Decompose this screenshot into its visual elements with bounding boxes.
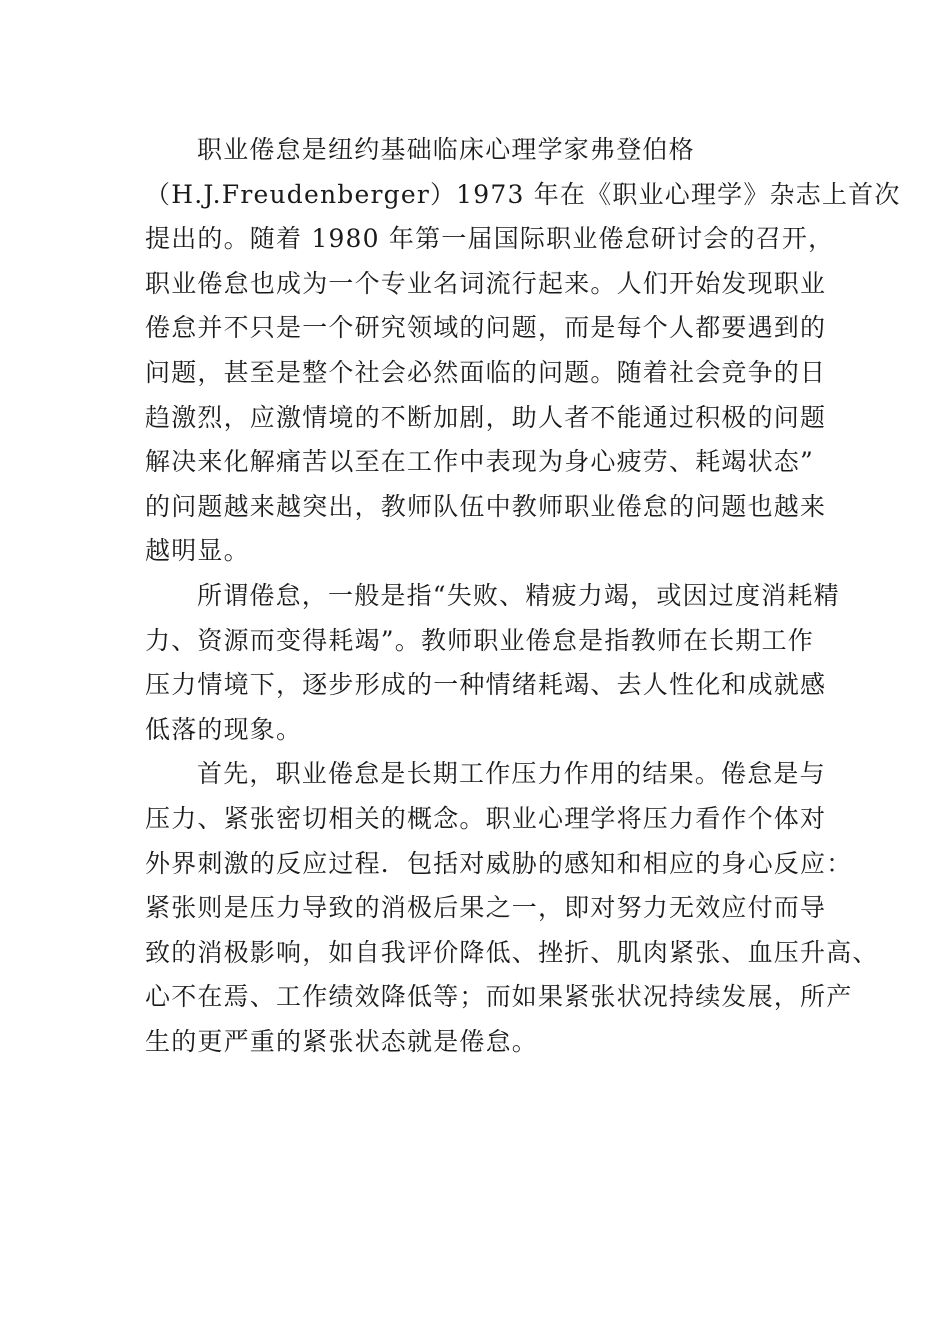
paragraph-3 [145, 752, 879, 1064]
text-line: 致的消极影响，如自我评价降低、挫折、肌肉紧张、血压升高、 [145, 937, 879, 967]
text-line: 心不在焉、工作绩效降低等；而如果紧张状况持续发展，所产 [145, 982, 853, 1012]
text-line: （H.J.Freudenberger）1973 年在《职业心理学》杂志上首次 [145, 179, 901, 209]
text-line: 职业倦怠也成为一个专业名词流行起来。人们开始发现职业 [145, 268, 827, 298]
paragraph-1 [145, 128, 901, 574]
text-line: 倦怠并不只是一个研究领域的问题，而是每个人都要遇到的 [145, 313, 827, 343]
text-line: 趋激烈，应激情境的不断加剧，助人者不能通过积极的问题 [145, 402, 827, 432]
text-line: 越明显。 [145, 536, 250, 566]
text-line: 提出的。随着 1980 年第一届国际职业倦怠研讨会的召开， [145, 224, 835, 254]
text-line: 力、资源而变得耗竭”。教师职业倦怠是指教师在长期工作 [145, 625, 814, 655]
text-line: 紧张则是压力导致的消极后果之一，即对努力无效应付而导 [145, 893, 827, 923]
text-line: 压力、紧张密切相关的概念。职业心理学将压力看作个体对 [145, 803, 827, 833]
text-line: 外界刺激的反应过程．包括对威胁的感知和相应的身心反应： [145, 848, 853, 878]
text-line: 的问题越来越突出，教师队伍中教师职业倦怠的问题也越来 [145, 491, 827, 521]
text-line: 生的更严重的紧张状态就是倦怠。 [145, 1026, 539, 1056]
text-line: 解决来化解痛苦以至在工作中表现为身心疲劳、耗竭状态” [145, 447, 814, 477]
text-line: 低落的现象。 [145, 714, 303, 744]
text-line: 首先，职业倦怠是长期工作压力作用的结果。倦怠是与 [197, 759, 826, 789]
paragraph-2 [145, 574, 840, 752]
text-line: 问题，甚至是整个社会必然面临的问题。随着社会竞争的日 [145, 357, 827, 387]
body-text [145, 128, 901, 1064]
text-line: 所谓倦怠，一般是指“失败、精疲力竭，或因过度消耗精 [197, 580, 840, 610]
text-line: 压力情境下，逐步形成的一种情绪耗竭、去人性化和成就感 [145, 670, 827, 700]
text-line: 职业倦怠是纽约基础临床心理学家弗登伯格 [197, 135, 695, 164]
